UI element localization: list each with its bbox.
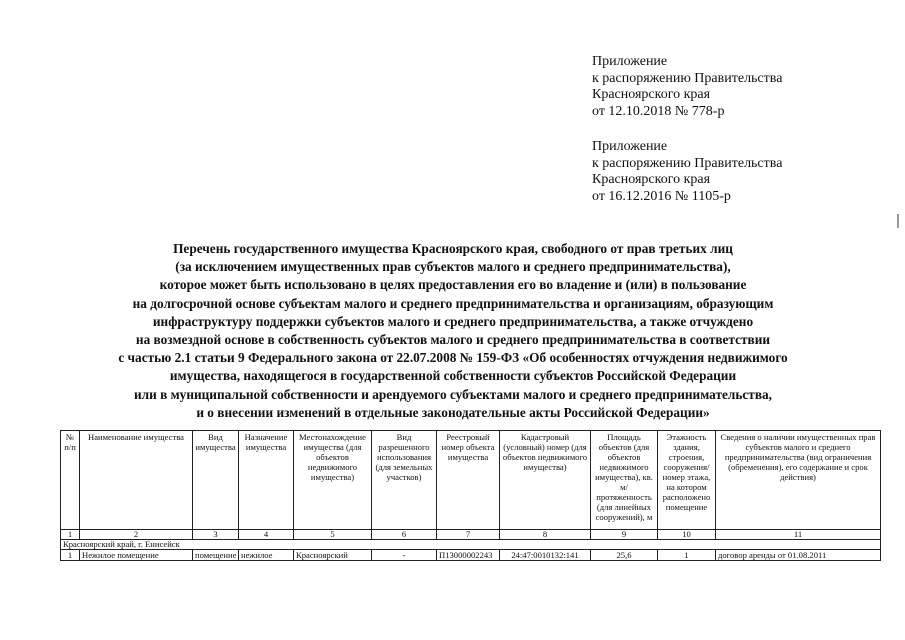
header-cell-location: Местонахождение имущества (для объектов недвижимого имущества) <box>294 431 372 530</box>
heading-line: на долгосрочной основе субъектам малого и среднего предпринимательства и организациям, образующим <box>132 295 774 311</box>
cell-cadastral-number: 24:47:0010132:141 <box>500 550 591 561</box>
header-cell-kind: Вид имущества <box>193 431 239 530</box>
appendix-region: Красноярского края <box>592 172 711 187</box>
appendix-order-date: от 16.12.2016 № 1105-р <box>592 188 731 204</box>
appendix-title: Приложение <box>592 139 668 154</box>
table-header-row <box>61 431 881 530</box>
header-cell-area: Площадь объектов (для объектов недвижимого имущества), кв. м/ протяженность (для линейных сооружений), м <box>591 431 658 530</box>
page-cutoff <box>0 572 905 640</box>
margin-mark <box>897 214 899 228</box>
header-cell-purpose: Назначение имущества <box>239 431 294 530</box>
cell-kind: помещение <box>193 550 239 561</box>
heading-line: Перечень государственного имущества Красноярского края, свободного от прав третьих лиц <box>173 241 733 256</box>
column-number: 5 <box>294 530 372 540</box>
appendix-issuer: к распоряжению Правительства <box>592 70 783 86</box>
appendix-block-current <box>592 54 892 120</box>
heading-line: с частью 2.1 статьи 9 Федерального закона от 22.07.2008 № 159-ФЗ «Об особенностях отчуждения недвижимого <box>118 350 788 366</box>
cell-name: Нежилое помещение <box>80 550 193 561</box>
column-numbers-row <box>61 530 881 540</box>
appendix-title: Приложение <box>592 54 668 69</box>
column-number: 7 <box>437 530 500 540</box>
heading-line: которое может быть использовано в целях предоставления его во владение и (или) в пользование <box>159 277 747 293</box>
header-cell-registry-number: Реестровый номер объекта имущества <box>437 431 500 530</box>
column-number: 11 <box>716 530 881 540</box>
cell-permitted-use: - <box>372 550 437 561</box>
header-cell-floors: Этажность здания, строения, сооружения/ номер этажа, на котором расположено помещение <box>658 431 716 530</box>
region-row <box>61 540 881 550</box>
column-number: 1 <box>61 530 80 540</box>
region-label: Красноярский край, г. Енисейск <box>61 540 881 550</box>
cell-purpose: нежилое <box>239 550 294 561</box>
column-number: 3 <box>193 530 239 540</box>
document-heading <box>20 240 886 422</box>
appendix-block-original <box>592 139 892 205</box>
appendix-order-date: от 12.10.2018 № 778-р <box>592 103 725 119</box>
column-number: 10 <box>658 530 716 540</box>
column-number: 4 <box>239 530 294 540</box>
cell-rights: договор аренды от 01.08.2011 <box>716 550 881 561</box>
header-cell-rights: Сведения о наличии имущественных прав субъектов малого и среднего предпринимательства (вид ограничения (обременения), его содержание и срок действия) <box>716 431 881 530</box>
heading-line: имущества, находящегося в государственной собственности субъектов Российской Федерации <box>169 368 737 384</box>
header-cell-permitted-use: Вид разрешенного использования (для земельных участков) <box>372 431 437 530</box>
cell-area: 25,6 <box>591 550 658 561</box>
heading-line: и о внесении изменений в отдельные законодательные акты Российской Федерации» <box>196 404 710 420</box>
cell-registry-number: П13000002243 <box>437 550 500 561</box>
table-row <box>61 550 881 561</box>
heading-line: инфраструктуру поддержки субъектов малого и среднего предпринимательства, а также отчуждено <box>152 313 754 329</box>
heading-line: (за исключением имущественных прав субъектов малого и среднего предпринимательства), <box>175 259 731 275</box>
property-registry-table <box>60 430 881 561</box>
heading-line: на возмездной основе в собственность субъектов малого и среднего предпринимательства в соответствии <box>135 332 771 348</box>
heading-line: или в муниципальной собственности и арендуемого субъектами малого и среднего предпринимательства, <box>134 386 772 402</box>
column-number: 6 <box>372 530 437 540</box>
header-cell-cadastral-number: Кадастровый (условный) номер (для объектов недвижимого имущества) <box>500 431 591 530</box>
column-number: 9 <box>591 530 658 540</box>
appendix-issuer: к распоряжению Правительства <box>592 155 783 171</box>
column-number: 8 <box>500 530 591 540</box>
cell-location: Красноярский <box>294 550 372 561</box>
header-cell-name: Наименование имущества <box>80 431 193 530</box>
column-number: 2 <box>80 530 193 540</box>
cell-number: 1 <box>61 550 80 561</box>
header-cell-number: № п/п <box>61 431 80 530</box>
cell-floors: 1 <box>658 550 716 561</box>
appendix-region: Красноярского края <box>592 87 711 102</box>
